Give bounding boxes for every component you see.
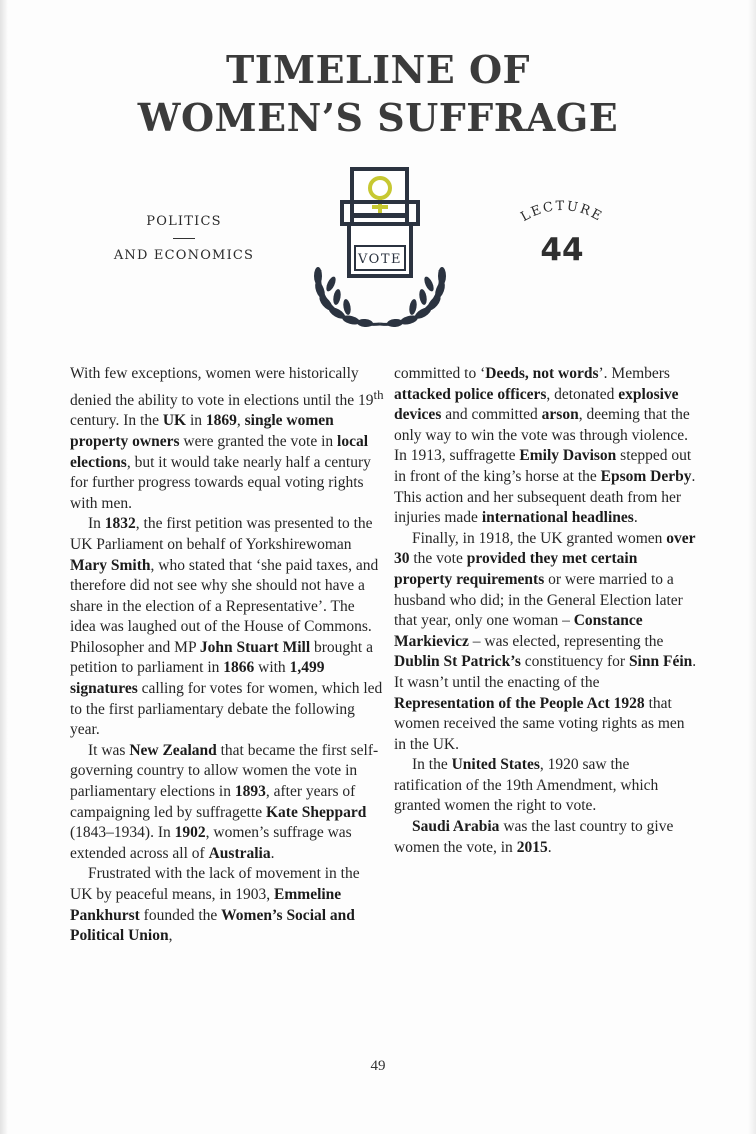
title-line-1: TIMELINE OF [225,47,531,92]
page-number: 49 [370,1058,386,1074]
paragraph: In 1832, the first petition was presented to the UK Parliament on behalf of Yorkshirewoman Mary Smith, who stated that ‘she paid taxes, and therefore did not see why she should not have a share in the election of a Representative’. The idea was laughed out of the House of Commons. Philosopher and MP John Stuart Mill brought a petition to parliament in 1866 with 1,499 signatures calling for votes for women, which led to the first parliamentary debate the following year. [70,515,383,739]
page-edge-shadow [748,0,756,1134]
paragraph: Frustrated with the lack of movement in the UK by peaceful means, in 1903, Emmeline Pankhurst founded the Women’s Social and Political Union, [70,865,360,945]
page-title [0,46,756,142]
ballot-box-emblem [306,166,456,332]
lecture-number: 44 [540,232,584,268]
page-gutter-shadow [0,0,8,1134]
paragraph: It was New Zealand that became the first self-governing country to allow women the vote in parliamentary elections in 1893, after years of campaigning led by suffragette Kate Sheppard (1843–1934). In 1902, women’s suffrage was extended across all of Australia. [70,741,379,862]
paragraph: Finally, in 1918, the UK granted women over 30 the vote provided they met certain property requirements or were married to a husband who did; in the General Election later that year, only one woman – Constance Markievicz – was elected, representing the Dublin St Patrick’s constituency for Sinn Féin. It wasn’t until the enacting of the Representation of the People Act 1928 that women received the same voting rights as men in the UK. [394,529,697,753]
category-label [104,214,264,263]
lecture-label [510,196,614,230]
title-line-2: WOMEN’S SUFFRAGE [137,95,619,140]
ballot-box-label: VOTE [358,252,402,267]
body-column-left [70,364,384,947]
category-line-1: POLITICS [146,214,222,229]
paragraph: In the United States, 1920 saw the ratification of the 19th Amendment, which granted women the right to vote. [394,756,659,815]
paragraph: Saudi Arabia was the last country to give women the vote, in 2015. [394,818,674,856]
category-line-2: AND ECONOMICS [113,248,255,263]
lecture-label-text: LECTURE [518,198,606,226]
paragraph: With few exceptions, women were historically denied the ability to vote in elections until the 19th century. In the UK in 1869, single women property owners were granted the vote in local elections, but it would take nearly half a century for further progress towards equal voting rights with men. [70,365,384,512]
svg-text:LECTURE [519,199,606,225]
paragraph: committed to ‘Deeds, not words’. Members attacked police officers, detonated explosive devices and committed arson, deeming that the only way to win the vote was through violence. In 1913, suffragette Emily Davison stepped out in front of the king’s horse at the Epsom Derby. This action and her subsequent death from her injuries made international headlines. [394,365,696,527]
body-column-right [394,364,699,858]
category-divider [173,238,195,239]
